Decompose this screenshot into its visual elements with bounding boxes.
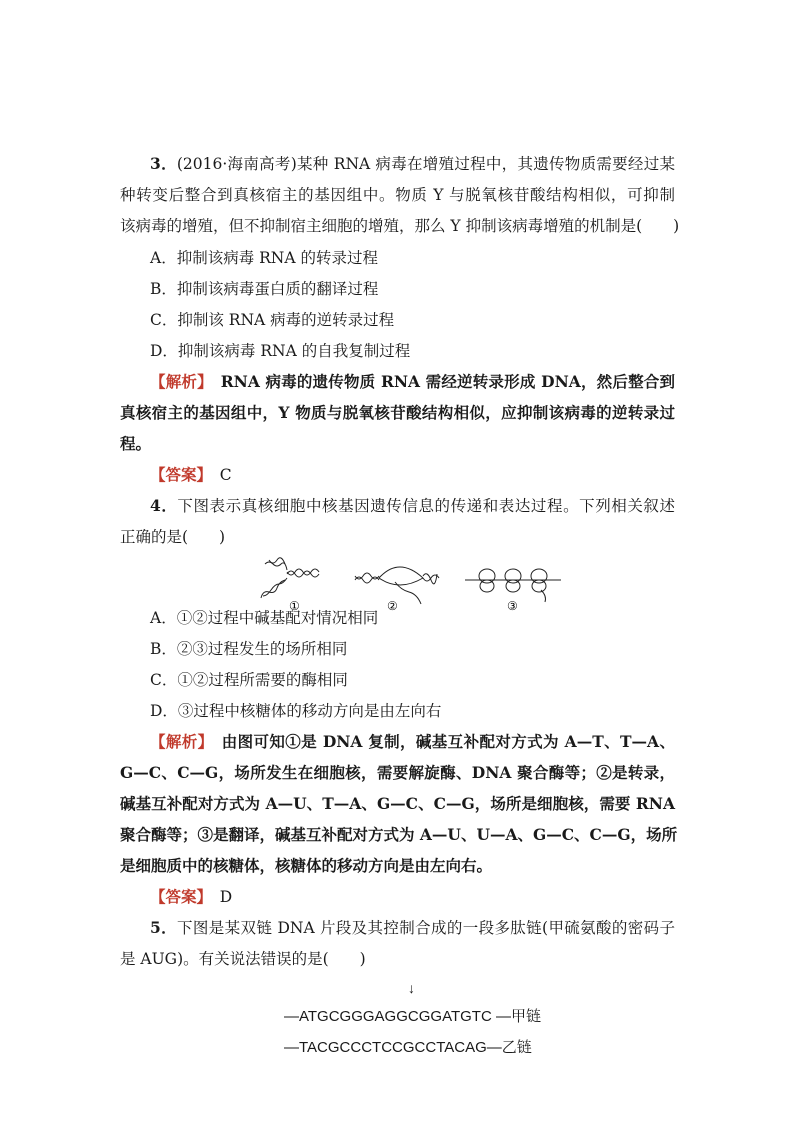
q4-answer-line [150, 887, 675, 907]
q4-analysis-line-5: 是细胞质中的核糖体，核糖体的移动方向是由左向右。 [120, 856, 493, 875]
q5-stem-line-1 [150, 918, 675, 938]
q4-option-c: C．①②过程所需要的酶相同 [150, 671, 348, 689]
q4-answer-label: 【答案】 [150, 887, 205, 906]
q4-answer: D [219, 888, 233, 906]
q3-option-d: D．抑制该病毒 RNA 的自我复制过程 [150, 342, 411, 360]
dna-strand-a: —ATGCGGGAGGCGGATGTC —甲链 [284, 1008, 541, 1025]
q4-analysis-line-2: G—C、C—G，场所发生在细胞核，需要解旋酶、DNA 聚合酶等；②是转录， [120, 763, 675, 782]
q4-stem-line-2: 正确的是( ) [120, 528, 226, 546]
q3-stem-line-1 [150, 154, 675, 174]
dna-strand-b: —TACGCCCTCCGCCTACAG—乙链 [284, 1039, 532, 1056]
q3-option-c: C．抑制该 RNA 病毒的逆转录过程 [150, 311, 395, 329]
q4-stem-line-1 [150, 496, 675, 516]
q4-figure [255, 556, 575, 616]
q4-analysis-label: 【解析】 [150, 732, 206, 751]
figure-label-1: ① [289, 599, 300, 613]
q4-analysis-text-1: 由图可知①是 DNA 复制，碱基互补配对方式为 A—T、T—A、 [221, 732, 675, 751]
q5-number: 5． [150, 918, 178, 937]
q3-analysis-line-1 [150, 372, 675, 392]
process-diagram [255, 556, 575, 616]
q4-option-d: D．③过程中核糖体的移动方向是由左向右 [150, 702, 442, 720]
q3-answer: C [219, 466, 232, 484]
q4-analysis-line-1 [150, 732, 675, 752]
q3-analysis-text-1: RNA 病毒的遗传物质 RNA 需经逆转录形成 DNA，然后整合到 [220, 372, 675, 391]
q3-number: 3． [150, 154, 177, 173]
figure-label-3: ③ [507, 599, 518, 613]
q3-stem-line-3: 该病毒的增殖，但不抑制宿主细胞的增殖，那么 Y 抑制该病毒增殖的机制是( ) [120, 217, 680, 235]
q4-analysis-line-3: 碱基互补配对方式为 A—U、T—A、G—C、C—G，场所是细胞核，需要 RNA [120, 794, 675, 813]
q3-stem-line-2: 种转变后整合到真核宿主的基因组中。物质 Y 与脱氧核苷酸结构相似，可抑制 [120, 186, 675, 204]
q4-stem-text-1: 下图表示真核细胞中核基因遗传信息的传递和表达过程。下列相关叙述 [177, 497, 675, 515]
q5-stem-line-2: 是 AUG)。有关说法错误的是( ) [120, 950, 366, 968]
q4-option-a: A．①②过程中碱基配对情况相同 [150, 609, 379, 627]
replication-drawing [261, 558, 319, 598]
q3-stem-text-1: (2016·海南高考)某种 RNA 病毒在增殖过程中，其遗传物质需要经过某 [176, 155, 675, 173]
q4-analysis-line-4: 聚合酶等；③是翻译，碱基互补配对方式为 A—U、U—A、G—C、C—G，场所 [120, 825, 678, 844]
figure-label-2: ② [387, 599, 398, 613]
translation-drawing [465, 569, 561, 602]
q4-option-b: B．②③过程发生的场所相同 [150, 640, 348, 658]
q4-number: 4． [150, 496, 178, 515]
q3-analysis-line-3: 程。 [120, 434, 152, 453]
q3-option-a: A．抑制该病毒 RNA 的转录过程 [150, 249, 378, 267]
q3-analysis-line-2: 真核宿主的基因组中，Y 物质与脱氧核苷酸结构相似，应抑制该病毒的逆转录过 [120, 403, 675, 422]
q3-answer-line [150, 465, 675, 485]
start-arrow: ↓ [408, 980, 415, 996]
q5-stem-text-1: 下图是某双链 DNA 片段及其控制合成的一段多肽链(甲硫氨酸的密码子 [177, 919, 675, 937]
q3-analysis-label: 【解析】 [150, 372, 206, 391]
q3-option-b: B．抑制该病毒蛋白质的翻译过程 [150, 280, 379, 298]
q3-answer-label: 【答案】 [150, 465, 205, 484]
